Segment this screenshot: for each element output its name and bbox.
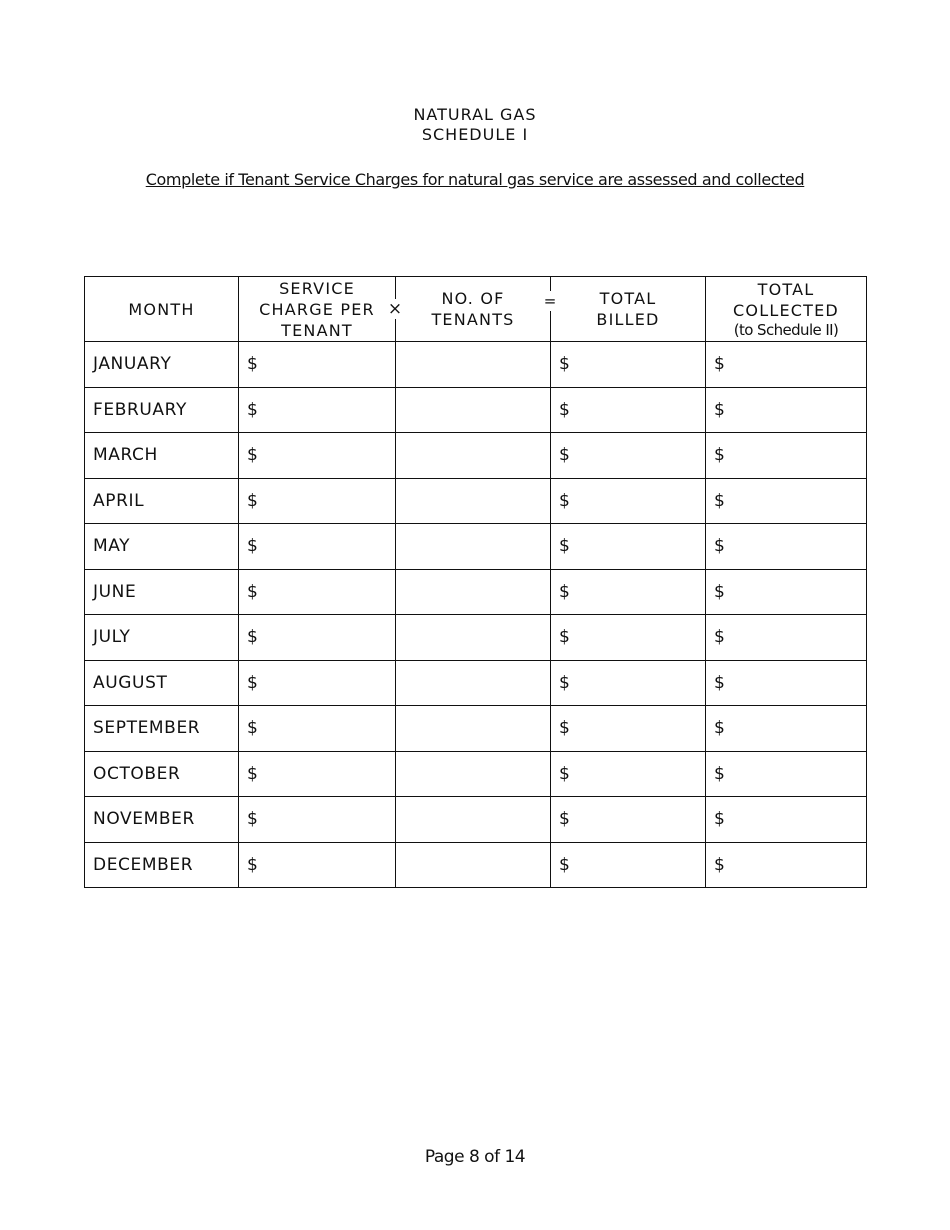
instruction-text: Complete if Tenant Service Charges for natural gas service are assessed and collected [145, 170, 805, 189]
service-charge-cell[interactable]: $ [239, 797, 396, 843]
document-title: NATURAL GAS [413, 105, 537, 124]
total-collected-cell[interactable]: $ [706, 342, 867, 388]
tenants-cell[interactable] [396, 524, 551, 570]
table-row [85, 797, 867, 843]
table-row [85, 751, 867, 797]
total-collected-cell[interactable]: $ [706, 660, 867, 706]
service-charge-cell[interactable]: $ [239, 706, 396, 752]
total-billed-cell[interactable]: $ [551, 797, 706, 843]
table-body [85, 342, 867, 888]
table-row [85, 478, 867, 524]
table-row [85, 433, 867, 479]
service-charge-cell[interactable]: $ [239, 751, 396, 797]
tenants-cell[interactable] [396, 751, 551, 797]
table-row [85, 387, 867, 433]
total-billed-cell[interactable]: $ [551, 569, 706, 615]
tenants-cell[interactable] [396, 342, 551, 388]
total-billed-cell[interactable]: $ [551, 615, 706, 661]
document-header [0, 105, 950, 145]
table-row [85, 569, 867, 615]
month-cell: AUGUST [85, 660, 239, 706]
service-charge-cell[interactable]: $ [239, 660, 396, 706]
total-collected-cell[interactable]: $ [706, 433, 867, 479]
month-cell: APRIL [85, 478, 239, 524]
document-subtitle: SCHEDULE I [421, 125, 529, 144]
column-header-tenants [396, 277, 557, 342]
column-header-month-label: MONTH [128, 299, 195, 319]
total-collected-cell[interactable]: $ [706, 797, 867, 843]
total-collected-cell[interactable]: $ [706, 706, 867, 752]
table-row [85, 842, 867, 888]
month-cell: JULY [85, 615, 239, 661]
total-collected-cell[interactable]: $ [706, 615, 867, 661]
table-row [85, 706, 867, 752]
total-collected-cell[interactable]: $ [706, 524, 867, 570]
tenants-cell[interactable] [396, 478, 551, 524]
service-charge-cell[interactable]: $ [239, 842, 396, 888]
total-collected-cell[interactable]: $ [706, 569, 867, 615]
month-cell: JANUARY [85, 342, 239, 388]
service-charge-cell[interactable]: $ [239, 387, 396, 433]
total-billed-cell[interactable]: $ [551, 842, 706, 888]
tenants-cell[interactable] [396, 842, 551, 888]
total-billed-cell[interactable]: $ [551, 706, 706, 752]
month-cell: MAY [85, 524, 239, 570]
total-billed-cell[interactable]: $ [551, 524, 706, 570]
schedule-table [84, 276, 867, 888]
month-cell: FEBRUARY [85, 387, 239, 433]
column-header-total-collected [706, 277, 867, 342]
total-collected-cell[interactable]: $ [706, 842, 867, 888]
total-billed-cell[interactable]: $ [551, 751, 706, 797]
total-collected-cell[interactable]: $ [706, 478, 867, 524]
tenants-cell[interactable] [396, 387, 551, 433]
month-cell: OCTOBER [85, 751, 239, 797]
table-row [85, 342, 867, 388]
column-header-total-collected-label: TOTAL COLLECTED [733, 280, 839, 320]
month-cell: NOVEMBER [85, 797, 239, 843]
table-header-row [85, 277, 867, 342]
total-billed-cell[interactable]: $ [551, 387, 706, 433]
times-symbol: × [387, 299, 403, 319]
total-collected-cell[interactable]: $ [706, 387, 867, 433]
total-billed-cell[interactable]: $ [551, 433, 706, 479]
total-collected-cell[interactable]: $ [706, 751, 867, 797]
month-cell: MARCH [85, 433, 239, 479]
column-header-service-charge-label: SERVICE CHARGE PER TENANT [259, 278, 375, 340]
column-header-tenants-label: NO. OF TENANTS [431, 289, 515, 329]
tenants-cell[interactable] [396, 660, 551, 706]
month-cell: JUNE [85, 569, 239, 615]
tenants-cell[interactable] [396, 433, 551, 479]
column-header-total-billed [551, 277, 706, 342]
table-row [85, 615, 867, 661]
month-cell: SEPTEMBER [85, 706, 239, 752]
service-charge-cell[interactable]: $ [239, 615, 396, 661]
table-row [85, 524, 867, 570]
total-billed-cell[interactable]: $ [551, 478, 706, 524]
column-header-service-charge [239, 277, 403, 342]
service-charge-cell[interactable]: $ [239, 478, 396, 524]
tenants-cell[interactable] [396, 706, 551, 752]
tenants-cell[interactable] [396, 615, 551, 661]
tenants-cell[interactable] [396, 569, 551, 615]
service-charge-cell[interactable]: $ [239, 342, 396, 388]
column-header-month [85, 277, 239, 342]
column-header-total-collected-note: (to Schedule II) [733, 321, 839, 339]
service-charge-cell[interactable]: $ [239, 524, 396, 570]
total-billed-cell[interactable]: $ [551, 342, 706, 388]
page-number: Page 8 of 14 [424, 1147, 526, 1167]
tenants-cell[interactable] [396, 797, 551, 843]
table-row [85, 660, 867, 706]
month-cell: DECEMBER [85, 842, 239, 888]
service-charge-cell[interactable]: $ [239, 433, 396, 479]
total-billed-cell[interactable]: $ [551, 660, 706, 706]
equals-symbol: = [543, 292, 557, 310]
service-charge-cell[interactable]: $ [239, 569, 396, 615]
column-header-total-billed-label: TOTAL BILLED [596, 289, 660, 329]
